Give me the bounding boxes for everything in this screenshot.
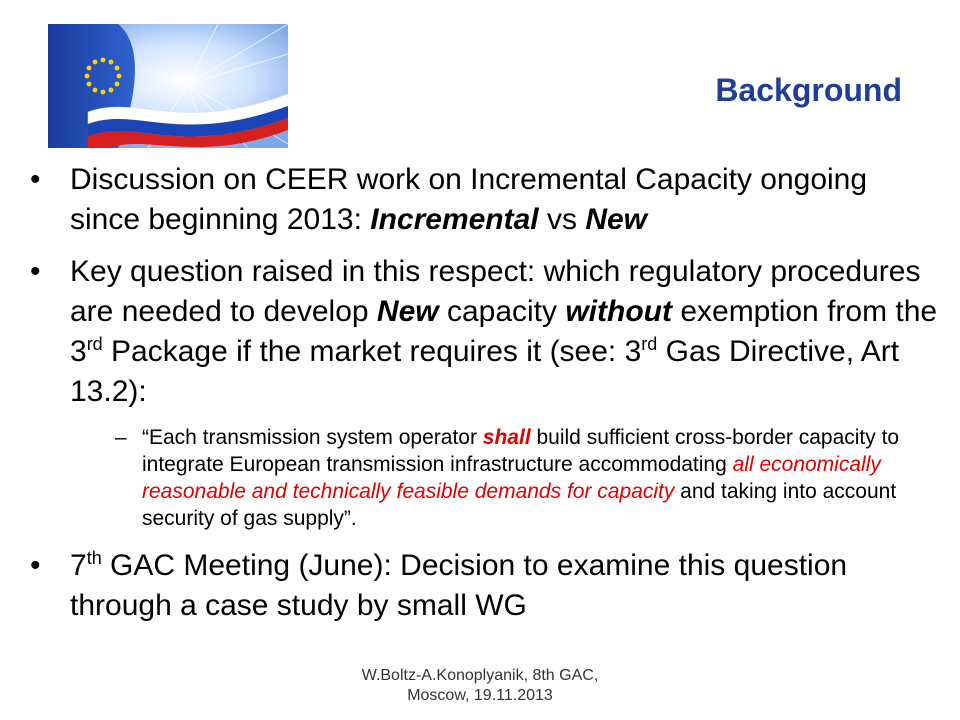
- bullet-text: Package if the market requires it (see: 3: [102, 335, 642, 368]
- sub-bullet-dash: –: [115, 426, 127, 449]
- bullet-text: Gas Directive, Art 13.2):: [70, 335, 900, 408]
- superscript: th: [86, 548, 102, 568]
- bullet-emphasis: without: [565, 295, 672, 328]
- quote-text: build sufficient cross-border capacity to integrate European transmission infrastructure accommodating: [142, 426, 900, 476]
- bullet-text: 7: [70, 549, 87, 582]
- bullet-text: vs: [538, 203, 586, 236]
- sub-bullet-item: [115, 424, 942, 532]
- slide-footer: [0, 666, 960, 706]
- bullet-emphasis: Incremental: [370, 203, 539, 236]
- superscript: rd: [86, 334, 103, 354]
- slide-content: [30, 160, 942, 626]
- bullet-text: GAC Meeting (June): Decision to examine this question through a case study by small WG: [70, 549, 848, 622]
- bullet-emphasis: New: [585, 203, 647, 236]
- quote-text: “Each transmission system operator: [142, 426, 483, 449]
- bullet-text: capacity: [438, 295, 566, 328]
- bullet-dot: •: [30, 255, 41, 288]
- bullet-item: [30, 252, 942, 412]
- footer-line: Moscow, 19.11.2013: [407, 687, 553, 704]
- quote-text: and taking into account security of gas supply”.: [142, 480, 897, 530]
- bullet-text: exemption from the 3: [70, 295, 938, 368]
- bullet-text: Discussion on CEER work on Incremental Capacity ongoing since beginning 2013:: [70, 163, 868, 236]
- footer-line: W.Boltz-A.Konoplyanik, 8th GAC,: [361, 667, 599, 684]
- superscript: rd: [641, 334, 658, 354]
- bullet-dot: •: [30, 549, 41, 582]
- bullet-dot: •: [30, 163, 41, 196]
- bullet-item: [30, 160, 942, 240]
- quote-highlight: all economically reasonable and technically feasible demands for capacity: [142, 453, 881, 503]
- bullet-item: [30, 546, 942, 626]
- quote-emphasis: shall: [482, 426, 531, 449]
- bullet-text: Key question raised in this respect: which regulatory procedures are needed to develop: [70, 255, 921, 328]
- bullet-emphasis: New: [376, 295, 439, 328]
- slide-title: Background: [715, 72, 902, 108]
- eu-russia-logo: [48, 24, 288, 148]
